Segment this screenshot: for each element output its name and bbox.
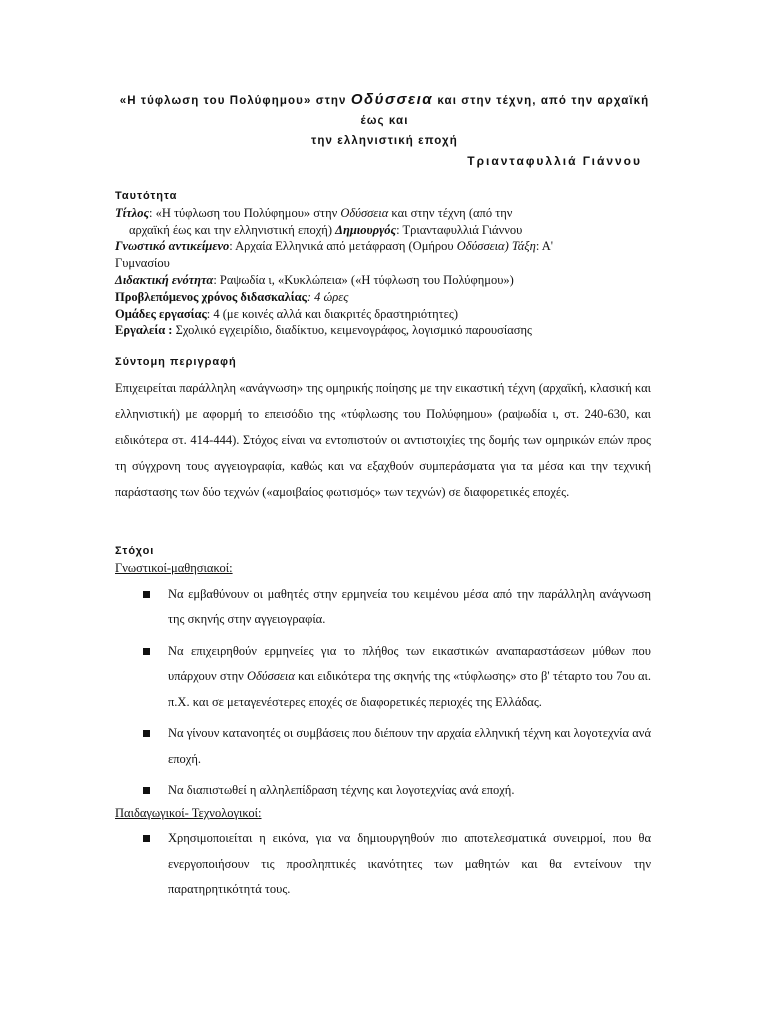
title-part2: και στην τέχνη, από την αρχαϊκή έως και	[360, 95, 650, 127]
description-heading: Σύντομη περιγραφή	[115, 356, 237, 368]
bullet-square-icon	[143, 591, 150, 598]
time-label: Προβλεπόμενος χρόνος διδασκαλίας	[115, 289, 307, 304]
goal-text: και ειδικότερα της σκηνής της «τύφλωσης» στο β' τέταρτο του 7ου αι. π.Χ. και σε μεταγενέστερες εποχές σε διαφορετικές περιοχές της Ελλάδας.	[168, 669, 651, 709]
bullet-square-icon	[143, 787, 150, 794]
goal-item	[115, 826, 651, 903]
creator-text: : Τριανταφυλλιά Γιάννου	[396, 222, 523, 237]
goal-text: Οδύσσεια	[247, 669, 295, 684]
subject-work: Οδύσσεια)	[456, 239, 509, 254]
identity-unit-row	[115, 272, 651, 289]
title-text1: : «Η τύφλωση του Πολύφημου» στην	[149, 205, 341, 220]
groups-text: : 4 (με κοινές αλλά και διακριτές δραστηριότητες)	[206, 306, 459, 321]
bullet-square-icon	[143, 648, 150, 655]
description-section	[115, 354, 651, 505]
title-text2: και στην τέχνη (από την	[388, 205, 513, 220]
tools-label: Εργαλεία :	[115, 323, 173, 338]
title-label: Τίτλος	[115, 205, 150, 220]
title-work: Οδύσσεια	[350, 91, 434, 108]
goal-item	[115, 721, 651, 772]
title-work-ref: Οδύσσεια	[340, 205, 389, 220]
goal-text: Να γίνουν κατανοητές οι συμβάσεις που διέπουν την αρχαία ελληνική τέχνη και λογοτεχνία ανά εποχή.	[168, 726, 651, 766]
identity-tools-row	[115, 322, 651, 339]
title-part1: «Η τύφλωση του Πολύφημου» στην	[119, 95, 347, 107]
unit-label: Διδακτική ενότητα	[115, 272, 214, 287]
time-text: : 4 ώρες	[306, 289, 349, 304]
identity-time-row	[115, 289, 651, 306]
identity-title-row	[115, 205, 651, 222]
identity-subject-row	[115, 238, 651, 255]
goal-text: Να διαπιστωθεί η αλληλεπίδραση τέχνης και λογοτεχνίας ανά εποχή.	[168, 783, 515, 798]
grade-label: Τάξη	[508, 239, 536, 254]
cognitive-goals-list	[115, 582, 651, 804]
title-line2-text: αρχαϊκή έως και την ελληνιστική εποχή)	[129, 222, 336, 237]
creator-label: Δημιουργός	[335, 222, 397, 237]
goal-item	[115, 582, 651, 633]
goals-section	[115, 543, 651, 909]
goal-item	[115, 639, 651, 716]
goals-heading: Στόχοι	[115, 545, 155, 557]
pedagogical-heading: Παιδαγωγικοί- Τεχνολογικοί:	[115, 805, 262, 820]
grade-text: : Α'	[535, 239, 554, 254]
identity-groups-row	[115, 306, 651, 323]
goal-text: Να εμβαθύνουν οι μαθητές στην ερμηνεία του κειμένου μέσα από την παράλληλη ανάγνωση της σκηνής στην αγγειογραφία.	[168, 586, 651, 627]
title-line2: την ελληνιστική εποχή	[311, 135, 458, 147]
unit-text: : Ραψωδία ι, «Κυκλώπεια» («Η τύφλωση του Πολύφημου»)	[213, 272, 514, 287]
bullet-square-icon	[143, 730, 150, 737]
groups-label: Ομάδες εργασίας	[115, 306, 207, 321]
identity-heading: Ταυτότητα	[115, 190, 178, 202]
description-text: Επιχειρείται παράλληλη «ανάγνωση» της ομηρικής ποίησης με την εικαστική τέχνη (αρχαϊκή, κλασική και ελληνιστική) με αφορμή το επεισόδιο της «τύφλωσης του Πολύφημου» (ραψωδία ι, στ. 240-630, και ειδικότερα στ. 414-444). Στόχος είναι να εντοπιστούν οι αντιστοιχίες της δομής των ομηρικών επών προς τη σύγχρονη τους αγγειογραφία, καθώς και να εξαχθούν συμπεράσματα για τα μέσα και την τεχνική παράστασης των δύο τεχνών («αμοιβαίος φωτισμός» των τεχνών) σε διαφορετικές εποχές.	[115, 380, 651, 499]
bullet-square-icon	[143, 835, 150, 842]
grade-line2: Γυμνασίου	[115, 256, 170, 271]
subject-label: Γνωστικό αντικείμενο	[115, 239, 230, 254]
goal-item	[115, 778, 651, 804]
identity-title-row-2	[115, 222, 651, 239]
tools-text: Σχολικό εγχειρίδιο, διαδίκτυο, κειμενογράφος, λογισμικό παρουσίασης	[172, 323, 532, 338]
document-title	[112, 90, 657, 151]
author-name: Τριανταφυλλιά Γιάννου	[467, 154, 642, 168]
identity-section	[115, 188, 651, 339]
goal-text: Να επιχειρηθούν ερμηνείες για το πλήθος των εικαστικών αναπαραστάσεων μύθων που υπάρχουν στην	[168, 643, 651, 684]
subject-text: : Αρχαία Ελληνικά από μετάφραση (Ομήρου	[229, 239, 457, 254]
pedagogical-goals-list	[115, 826, 651, 903]
goal-text: Χρησιμοποιείται η εικόνα, για να δημιουργηθούν πιο αποτελεσματικά συνειρμοί, που θα ενεργοποιήσουν τις προσληπτικές ικανότητες των μαθητών και θα εντείνουν την παρατηρητικότητά τους.	[168, 831, 651, 897]
cognitive-heading: Γνωστικοί-μαθησιακοί:	[115, 560, 233, 575]
